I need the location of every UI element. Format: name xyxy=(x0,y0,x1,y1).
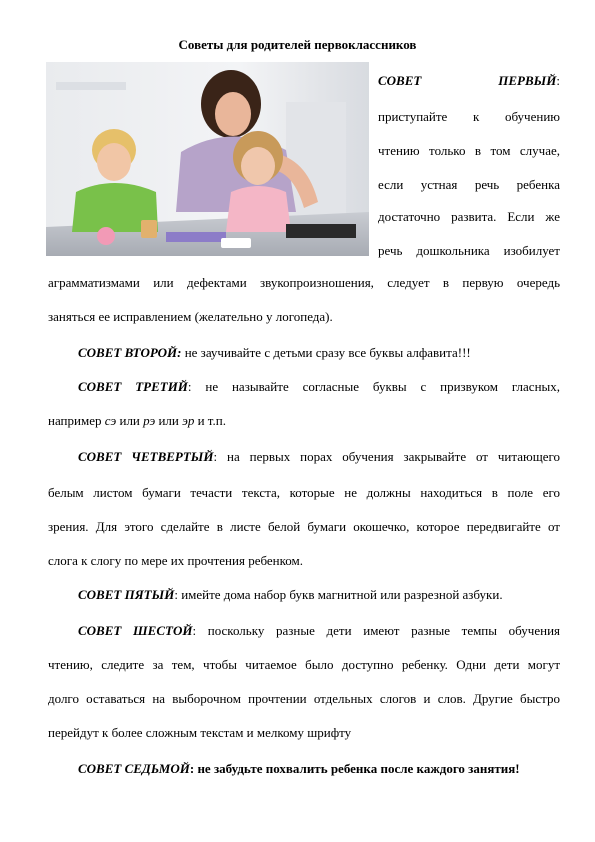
advice-4-text: : на первых порах обучения закрывайте от читающего xyxy=(213,449,560,464)
advice-4-heading: СОВЕТ ЧЕТВЕРТЫЙ xyxy=(78,449,214,464)
advice-1-line: чтению только в том случае, xyxy=(378,143,560,158)
advice-6-line-1 xyxy=(48,622,560,640)
advice-1-wide-line: заняться ее исправлением (желательно у логопеда). xyxy=(48,309,333,324)
advice-6-line: перейдут к более сложным текстам и мелкому шрифту xyxy=(48,725,352,740)
photo-mother-helping-children xyxy=(46,62,369,256)
advice-6-line: чтению, следите за тем, чтобы читаемое было доступно ребенку. Одни дети могут xyxy=(48,657,560,672)
advice-1-line: приступайте к обучению xyxy=(378,109,560,124)
advice-3-text: например xyxy=(48,413,105,428)
advice-1-line: достаточно развита. Если же xyxy=(378,209,560,224)
advice-6-heading: СОВЕТ ШЕСТОЙ xyxy=(78,623,193,638)
advice-7 xyxy=(48,760,560,778)
advice-3-text: или xyxy=(155,413,183,428)
advice-2-text: не заучивайте с детьми сразу все буквы алфавита!!! xyxy=(181,345,471,360)
advice-3-heading: СОВЕТ ТРЕТИЙ xyxy=(78,379,188,394)
photo-illustration xyxy=(46,62,369,256)
advice-3-line-2 xyxy=(48,412,560,430)
advice-4-line: зрения. Для этого сделайте в листе белой бумаги окошечко, которое передвигайте от xyxy=(48,519,560,534)
advice-1-heading: СОВЕТ ПЕРВЫЙ xyxy=(378,73,557,88)
advice-3-text: : не называйте согласные буквы с призвуком гласных, xyxy=(187,379,561,394)
advice-3-example: рэ xyxy=(143,413,156,428)
page-title: Советы для родителей первоклассников xyxy=(178,37,417,52)
advice-3-text: и т.п. xyxy=(194,413,226,428)
advice-1-line: если устная речь ребенка xyxy=(378,177,560,192)
advice-1-wide-line: аграмматизмами или дефектами звукопроизношения, следует в первую очередь xyxy=(48,275,560,290)
advice-3-line-1 xyxy=(48,378,560,396)
advice-4-line: белым листом бумаги течасти текста, которые не должны находиться в поле его xyxy=(48,485,560,500)
advice-3-example: сэ xyxy=(104,413,117,428)
advice-3-example: эр xyxy=(182,413,195,428)
advice-1-colon: : xyxy=(556,73,560,88)
advice-3-text: или xyxy=(116,413,144,428)
advice-2 xyxy=(48,344,560,362)
advice-2-heading: СОВЕТ ВТОРОЙ: xyxy=(78,345,182,360)
advice-7-heading: СОВЕТ СЕДЬМОЙ xyxy=(78,761,190,776)
advice-4-line-1 xyxy=(48,448,560,466)
advice-5 xyxy=(48,586,560,604)
advice-5-text: : имейте дома набор букв магнитной или разрезной азбуки. xyxy=(174,587,503,602)
advice-4-line: слога к слогу по мере их прочтения ребенком. xyxy=(48,553,304,568)
advice-6-text: : поскольку разные дети имеют разные темпы обучения xyxy=(192,623,560,638)
advice-5-heading: СОВЕТ ПЯТЫЙ xyxy=(78,587,175,602)
advice-1-line: речь дошкольника изобилует xyxy=(378,243,560,258)
advice-1-heading-line xyxy=(378,72,560,90)
advice-6-line: долго оставаться на выборочном прочтении отдельных слогов и слов. Другие быстро xyxy=(48,691,560,706)
advice-7-text: : не забудьте похвалить ребенка после каждого занятия! xyxy=(189,761,520,776)
